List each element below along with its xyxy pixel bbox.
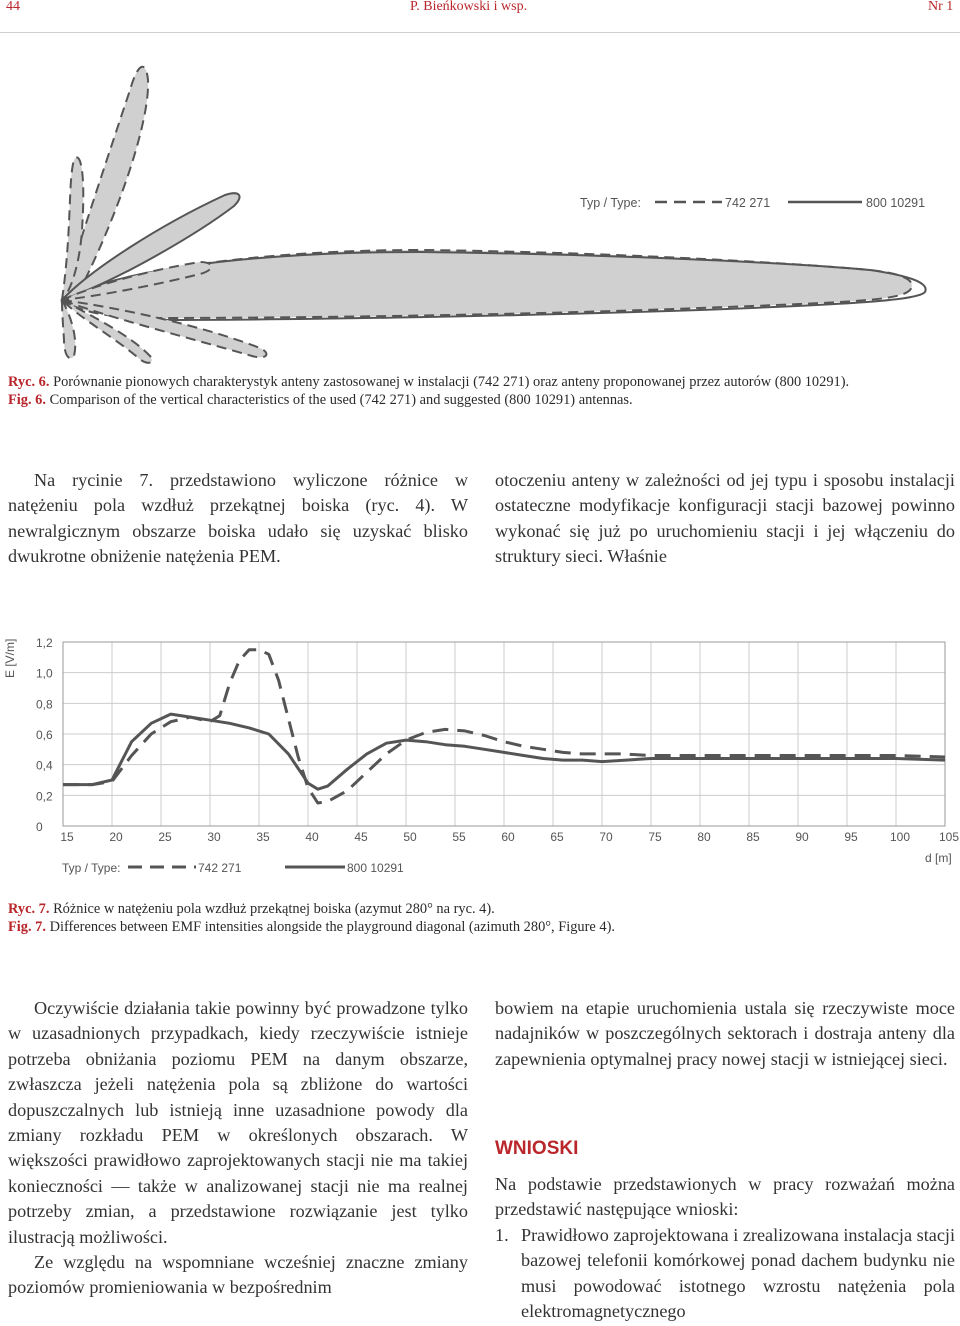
x-tick-label: 20 [109,830,123,844]
paragraph: Na rycinie 7. przedstawiono wyliczone różnice w natężeniu pola wzdłuż przekątnej boiska (ryc. 4). W newralgicznym obszarze boiska udało się uzyskać blisko dwukrotne obniżenie natężenia PEM. [8,470,468,567]
figure-7-line-chart [0,630,960,885]
x-tick-label: 55 [452,830,466,844]
list-item-text: Prawidłowo zaprojektowana i zrealizowana instalacja stacji bazowej telefonii komórkowej ponad dachem budynku nie musi powodować istotnego wzrostu natężenia pola elektromagnetycznego [521,1224,955,1322]
figure-7-caption-en [8,918,948,936]
legend-dashed-label: 742 271 [198,861,242,875]
text-top-left [8,468,468,570]
x-tick-label: 90 [795,830,809,844]
x-axis-label: d [m] [925,851,952,865]
x-tick-label: 70 [599,830,613,844]
legend-solid-label: 800 10291 [347,861,404,875]
x-tick-label: 25 [158,830,172,844]
figure-6-legend [580,196,925,210]
y-tick-label: 0 [36,820,43,834]
paragraph: Oczywiście działania takie powinny być prowadzone tylko w uzasadnionych przypadkach, kiedy rzeczywiście istnieje potrzeba obniżania poziomu PEM na danym obszarze, zwłaszcza jeżeli natężenia pola są zbliżone do wartości dopuszczalnych lub istnieją inne uzasadnione powody dla zmiany rozkładu PEM w określonych obszarach. W większości prawidłowo zaprojektowanych stacji nie ma takiej konieczności — także w analizowanej stacji nie ma realnej potrzeby zmian, a przedstawione rozwiązanie jest tylko ilustracją możliwości. [8,998,468,1247]
caption-label: Fig. 6. [8,392,46,408]
y-tick-label: 0,8 [36,697,53,712]
x-tick-label: 30 [207,830,221,844]
legend-solid-label: 800 10291 [866,196,926,210]
paragraph: Na podstawie przedstawionych w pracy rozważań można przedstawić następujące wnioski: [495,1174,955,1220]
x-tick-label: 15 [60,830,74,844]
x-tick-label: 95 [844,830,858,844]
list-item [495,1223,955,1325]
paragraph: otoczeniu anteny w zależności od jej typu i sposobu instalacji ostateczne modyfikacje konfiguracji stacji bazowej powinno wykonać się już po uruchomieniu stacji i jej włączeniu do struktury sieci. Właśnie [495,470,955,567]
paragraph: bowiem na etapie uruchomienia ustala się rzeczywiste moce nadajników w poszczególnych sektorach i dostraja anteny dla zapewnienia optymalnej pracy nowej stacji w istniejącej sieci. [495,998,955,1069]
y-tick-label: 1,0 [36,666,53,681]
legend-title: Typ / Type: [580,196,641,210]
x-tick-label: 80 [697,830,711,844]
y-tick-label: 0,6 [36,728,53,742]
figure-6-caption-en [8,391,948,409]
y-tick-label: 0,4 [36,758,53,773]
main-lobe [62,250,912,318]
text-bottom-right [495,996,955,1072]
x-tick-label: 40 [305,830,319,844]
caption-label: Fig. 7. [8,919,46,935]
list-number: 1. [495,1224,509,1245]
y-tick-label: 1,2 [36,636,53,650]
caption-label: Ryc. 7. [8,901,50,917]
y-axis-label: E [V/m] [3,638,17,678]
y-tick-label: 0,2 [36,789,53,804]
x-tick-label: 35 [256,830,270,844]
text-bottom-left [8,996,468,1301]
caption-text: Różnice w natężeniu pola wzdłuż przekątnej boiska (azymut 280° na ryc. 4). [49,901,495,917]
x-tick-label: 60 [501,830,515,844]
figure-6-radiation-pattern [0,0,960,370]
antenna-pattern-lobes [62,67,926,363]
caption-text: Comparison of the vertical characteristics of the used (742 271) and suggested (800 10291) antennas. [45,392,633,408]
x-tick-label: 100 [889,830,911,844]
running-head-authors: P. Bieńkowski i wsp. [410,0,528,14]
legend-title: Typ / Type: [62,861,121,875]
x-tick-label: 75 [648,830,662,844]
legend-dashed-label: 742 271 [725,196,771,210]
figure-7-caption [8,900,948,936]
issue-number: Nr 1 [928,0,954,14]
page-number: 44 [6,0,20,14]
paragraph: Ze względu na wspomniane wcześniej znaczne zmiany poziomów promieniowania w bezpośrednim [8,1252,468,1298]
text-top-right [495,468,955,570]
caption-text: Porównanie pionowych charakterystyk anteny zastosowanej w instalacji (742 271) oraz anteny proponowanej przez autorów (800 10291). [49,374,850,390]
section-heading-conclusions: WNIOSKI [495,1138,579,1159]
caption-text: Differences between EMF intensities alongside the playground diagonal (azimuth 280°, Figure 4). [45,919,615,935]
figure-6-caption-pl [8,373,948,391]
x-tick-label: 105 [938,830,960,844]
figure-7-caption-pl [8,900,948,918]
text-bottom-right-conclusions [495,1172,955,1324]
figure-6-caption [8,373,948,409]
x-tick-label: 45 [354,830,368,844]
x-tick-label: 85 [746,830,760,844]
caption-label: Ryc. 6. [8,374,50,390]
x-tick-label: 50 [403,830,417,844]
x-tick-label: 65 [550,830,564,844]
